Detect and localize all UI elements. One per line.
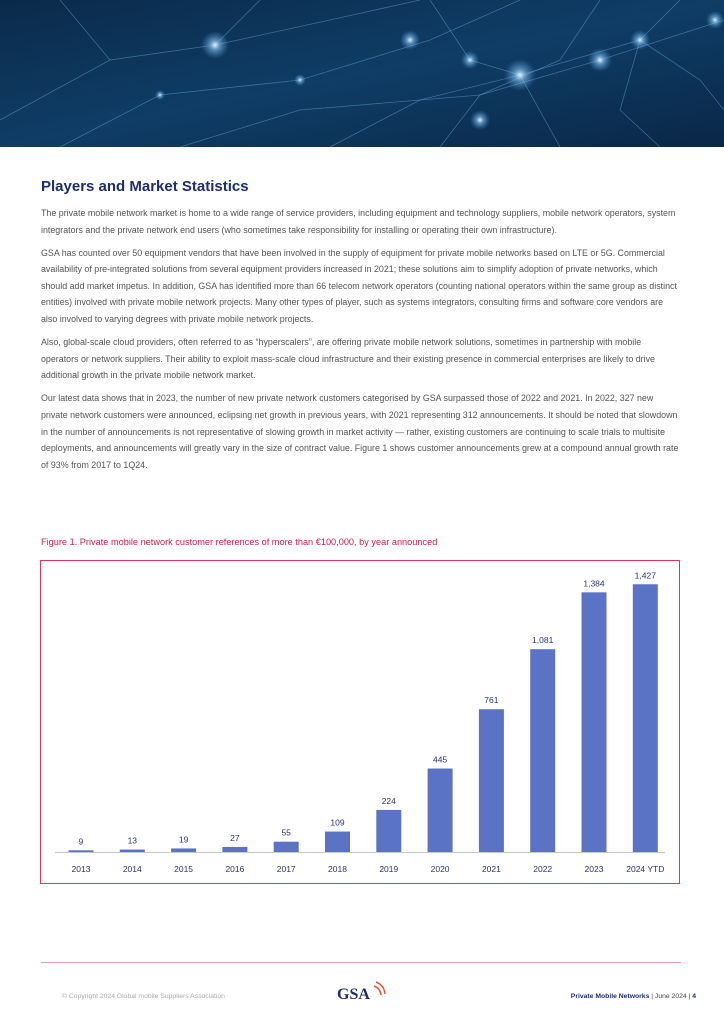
bar-value-label: 1,081 — [532, 635, 554, 646]
x-tick-label: 2015 — [174, 864, 194, 874]
x-tick-label: 2014 — [122, 864, 142, 874]
x-tick-label: 2016 — [225, 864, 245, 874]
header-banner — [0, 0, 724, 147]
bar-2017 — [274, 842, 299, 852]
bar-2020 — [428, 769, 453, 852]
footer-copyright: © Copyright 2024 Global mobile Suppliers Association — [62, 993, 225, 1000]
bar-2015 — [171, 848, 196, 852]
footer-page-info: Private Mobile Networks | June 2024 | 4 — [570, 993, 696, 1000]
bar-value-label: 13 — [127, 835, 138, 846]
paragraph-hyperscalers: Also, global-scale cloud providers, often referred to as “hyperscalers”, are offering private mobile network solutions, sometimes in partnership with mobile operators or network suppliers. Their ability to exploit mass-scale cloud infrastructure and their existing presence in commercial enterprises are likely to drive additional growth in the private mobile network market. — [41, 337, 655, 381]
x-tick-label: 2019 — [379, 864, 399, 874]
footer-publication: Private Mobile Networks — [570, 993, 650, 1000]
bar-2022 — [530, 649, 555, 852]
x-tick-label: 2020 — [430, 864, 450, 874]
bar-value-label: 9 — [78, 836, 84, 847]
bar-2024-ytd — [633, 584, 658, 852]
x-tick-label: 2018 — [328, 864, 347, 874]
bar-chart-frame — [40, 560, 680, 884]
bar-chart — [41, 561, 679, 883]
bar-value-label: 55 — [281, 827, 291, 838]
bar-value-label: 19 — [178, 834, 189, 845]
x-tick-label: 2013 — [71, 864, 91, 874]
figure-caption: Figure 1. Private mobile network customer references of more than €100,000, by year announced — [41, 537, 438, 547]
bar-2019 — [376, 810, 401, 852]
x-tick-label: 2021 — [481, 864, 501, 874]
bar-2014 — [120, 850, 145, 852]
bar-value-label: 224 — [381, 795, 396, 806]
footer-page-number: 4 — [692, 993, 696, 1000]
bar-2016 — [222, 847, 247, 852]
footer-divider — [41, 962, 681, 963]
gsa-logo-text: GSA — [337, 986, 370, 1003]
paragraph-latest-data: Our latest data shows that in 2023, the number of new private network customers categorised by GSA surpassed those of 2022 and 2021. In 2022, 327 new private network customers were announced, eclipsing net growth in previous years, with 2021 representing 312 announcements. It should be noted that slowdown in the number of announcements is not representative of slowing growth in market activity — rather, existing customers are continuing to scale trials to multisite deployments, and announcements will greatly vary in the size of contract value. Figure 1 shows customer announcements grew at a compound annual growth rate of 93% from 2017 to 1Q24. — [41, 393, 679, 470]
x-tick-label: 2017 — [276, 864, 296, 874]
bar-2013 — [69, 850, 94, 852]
bar-value-label: 109 — [330, 817, 345, 828]
x-tick-label: 2022 — [533, 864, 553, 874]
footer-date: June 2024 — [654, 993, 687, 1000]
bar-2018 — [325, 832, 350, 852]
bar-value-label: 1,427 — [634, 570, 656, 581]
bar-2023 — [582, 592, 607, 852]
paragraph-market-overview: The private mobile network market is home to a wide range of service providers, including equipment and technology suppliers, mobile network operators, system integrators and the private network end users (who sometimes take responsibility for installing or operating their own infrastructure). — [41, 208, 676, 235]
bar-value-label: 1,384 — [583, 578, 605, 589]
bar-value-label: 761 — [484, 695, 499, 706]
paragraph-equipment-vendors: GSA has counted over 50 equipment vendors that have been involved in the supply of equipment for private mobile networks based on LTE or 5G. Commercial availability of pre-integrated solutions from several equipment providers increased in 2021; these solutions aim to simplify adoption of private networks, which should add market impetus. In addition, GSA has identified more than 66 telecom network operators (counting national operators within the same group as distinct entities) involved with private mobile network projects. Many other types of player, such as systems integrators, consulting firms and software core vendors are also involved to varying degrees with private mobile network projects. — [41, 247, 677, 325]
bar-value-label: 445 — [433, 754, 448, 765]
network-banner-image — [0, 0, 724, 147]
main-content — [41, 178, 681, 480]
section-heading: Players and Market Statistics — [41, 178, 249, 195]
gsa-logo — [336, 980, 388, 1004]
x-tick-label: 2024 YTD — [626, 864, 665, 874]
bar-value-label: 27 — [230, 832, 240, 843]
x-tick-label: 2023 — [584, 864, 604, 874]
bar-2021 — [479, 709, 504, 852]
